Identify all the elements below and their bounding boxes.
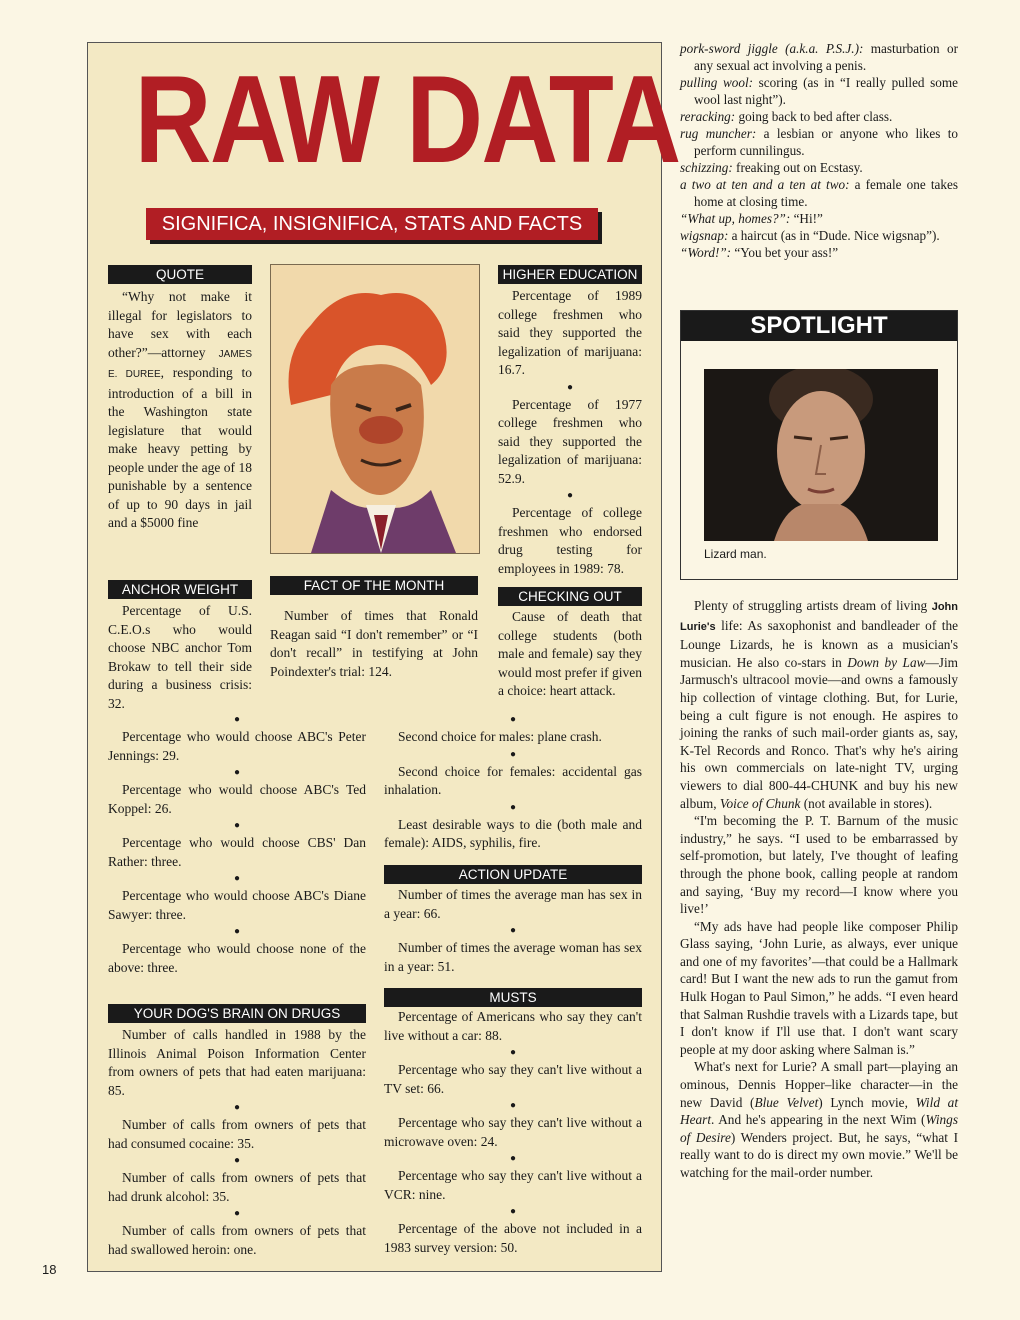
masthead-subtitle: SIGNIFICA, INSIGNIFICA, STATS AND FACTS xyxy=(146,208,598,240)
bullet: ● xyxy=(233,1155,241,1166)
higher-education-heading: HIGHER EDUCATION xyxy=(498,265,642,284)
bullet: ● xyxy=(233,820,241,831)
glossary-entry: a two at ten and a ten at two: a female one takes home at closing time. xyxy=(680,177,958,209)
bullet: ● xyxy=(509,1153,517,1164)
spotlight-article xyxy=(680,597,958,1182)
spotlight-box xyxy=(680,310,958,580)
bullet: ● xyxy=(233,714,241,725)
fact-of-month-text: Number of times that Ronald Reagan said “I don't remember” or “I don't recall” in testifying at John Poindexter's trial: 124. xyxy=(270,608,478,679)
bullet: ● xyxy=(233,767,241,778)
checking-out-heading: CHECKING OUT xyxy=(498,587,642,606)
checking-out-text-2: ● Second choice for males: plane crash. ● Second choice for females: accidental gas inhalation. ● Least desirable ways to die (both male and female): AIDS, syphilis, fire. xyxy=(384,714,642,850)
glossary-entry: wigsnap: a haircut (as in “Dude. Nice wigsnap”). xyxy=(680,228,940,243)
bullet: ● xyxy=(509,1206,517,1217)
anchor-weight-text-2: ● Percentage who would choose ABC's Peter Jennings: 29. ● Percentage who would choose ABC's Ted Koppel: 26. ● Percentage who would choose CBS' Dan Rather: three. ● Percentage who would choose ABC's Diane Sawyer: three. ● Percentage who would choose none of the above: three. xyxy=(108,714,366,975)
glossary-entry: rug muncher: a lesbian or anyone who likes to perform cunnilingus. xyxy=(680,126,958,158)
quote-attribution-name: JAMES E. DUREE xyxy=(108,348,252,380)
spotlight-heading: SPOTLIGHT xyxy=(681,311,957,341)
article-paragraph: Plenty of struggling artists dream of living John Lurie's life: As saxophonist and bandleader of the Lounge Lizards, he is known as a musician's musician. He also co-stars in Down by Law—Jim Jarmusch's ultracool movie—and owns a famously hip collection of vintage clothing. But, for Lurie, being a cult figure is not enough. He aspires to joining the ranks of such mail-order giants as, say, K-Tel Records and Ronco. That's why he's airing his own commercials on late-night TV, urging viewers to dial 800-44-CHUNK and buy his new album, Voice of Chunk (not available in stores). xyxy=(680,598,958,811)
bullet: ● xyxy=(509,801,517,813)
article-paragraph: “I'm becoming the P. T. Barnum of the music industry,” he says. “I used to be embarrassed by self-promotion, but lately, I've thought of leafing through the phone book, calling people at random and saying, ‘Buy my record—I know where you live!’ xyxy=(680,813,958,917)
glossary-entry: “What up, homes?”: “Hi!” xyxy=(680,211,823,226)
john-lurie-photo xyxy=(704,369,938,541)
dogs-brain-heading: YOUR DOG'S BRAIN ON DRUGS xyxy=(108,1004,366,1023)
bullet: ● xyxy=(509,1100,517,1111)
slang-glossary xyxy=(680,40,958,261)
musts-heading: MUSTS xyxy=(384,988,642,1007)
bullet: ● xyxy=(509,925,517,936)
glossary-entry: pork-sword jiggle (a.k.a. P.S.J.): masturbation or any sexual act involving a penis. xyxy=(680,41,958,73)
anchor-weight-text-1: Percentage of U.S. C.E.O.s who would choose NBC anchor Tom Brokaw to tell their side during a business crisis: 32. xyxy=(108,603,252,711)
masthead-title: RAW DATA xyxy=(134,51,680,189)
page-number: 18 xyxy=(42,1262,57,1277)
action-update-text: Number of times the average man has sex in a year: 66. ● Number of times the average woman has sex in a year: 51. xyxy=(384,887,642,974)
fact-of-month-heading: FACT OF THE MONTH xyxy=(270,576,478,595)
glossary-entry: pulling wool: scoring (as in “I really pulled some wool last night”). xyxy=(680,75,958,107)
action-update-heading: ACTION UPDATE xyxy=(384,865,642,884)
spotlight-caption: Lizard man. xyxy=(704,547,767,561)
checking-out-text-1: Cause of death that college students (both male and female) say they would most prefer if given a choice: heart attack. xyxy=(498,609,642,698)
dogs-brain-text: Number of calls handled in 1988 by the Illinois Animal Poison Information Center from owners of pets that had eaten marijuana: 85. ● Number of calls from owners of pets that had consumed cocaine: 35. ● Number of calls from owners of pets that had drunk alcohol: 35. ● Number of calls from owners of pets that had swallowed heroin: one. xyxy=(108,1027,366,1257)
reagan-caricature-illustration xyxy=(270,264,480,554)
bullet: ● xyxy=(233,926,241,937)
musts-text: Percentage of Americans who say they can't live without a car: 88. ● Percentage who say they can't live without a TV set: 66. ● Percentage who say they can't live without a microwave oven: 24. ● Percentage who say they can't live without a VCR: nine. ● Percentage of the above not included in a 1983 survey version: 50. xyxy=(384,1009,642,1255)
bullet: ● xyxy=(233,1102,241,1113)
bullet: ● xyxy=(566,381,574,393)
glossary-entry: schizzing: freaking out on Ecstasy. xyxy=(680,160,863,175)
quote-heading: QUOTE xyxy=(108,265,252,284)
bullet: ● xyxy=(566,490,574,501)
quote-text: “Why not make it illegal for legislators to have sex with each other?”—attorney JAMES E. DUREE, responding to introduction of a bill in the Washington state legislature that would make heavy petting by people under the age of 18 punishable by a sentence of up to 90 days in jail and a $5000 fine xyxy=(108,289,253,530)
higher-education-text: Percentage of 1989 college freshmen who said they supported the legalization of marijuana: 16.7. ● Percentage of 1977 college freshmen who said they supported the legalization of marijuana: 52.9. ● Percentage of college freshmen who endorsed drug testing for employees in 1989: 78. xyxy=(498,288,642,576)
bullet: ● xyxy=(509,1047,517,1058)
bullet: ● xyxy=(509,748,517,760)
bullet: ● xyxy=(233,1208,241,1219)
anchor-weight-heading: ANCHOR WEIGHT xyxy=(108,580,252,599)
bullet: ● xyxy=(233,873,241,884)
article-paragraph: What's next for Lurie? A small part—playing an ominous, Dennis Hopper–like character—in the new David (Blue Velvet) Lynch movie, Wild at Heart. And he's appearing in the next Wim (Wings of Desire) Wenders project. But, he says, “what I really want to do is direct my own movie.” We'll be watching for the mail-order number. xyxy=(680,1059,959,1180)
article-paragraph: “My ads have had people like composer Philip Glass saying, ‘John Lurie, as always, ever unique and one of my favorites’—that could be a Hallmark card! But I want the new ads to run the gamut from Hulk Hogan to Paul Simon,” he adds. “I even heard that Salman Rushdie travels with a Lizards tape, but I don't know if I'll use that. I don't want scary people at my door asking where Salman is.” xyxy=(680,918,958,1057)
glossary-entry: reracking: going back to bed after class. xyxy=(680,109,893,124)
glossary-entry: “Word!”: “You bet your ass!” xyxy=(680,245,839,260)
bullet: ● xyxy=(509,714,517,725)
